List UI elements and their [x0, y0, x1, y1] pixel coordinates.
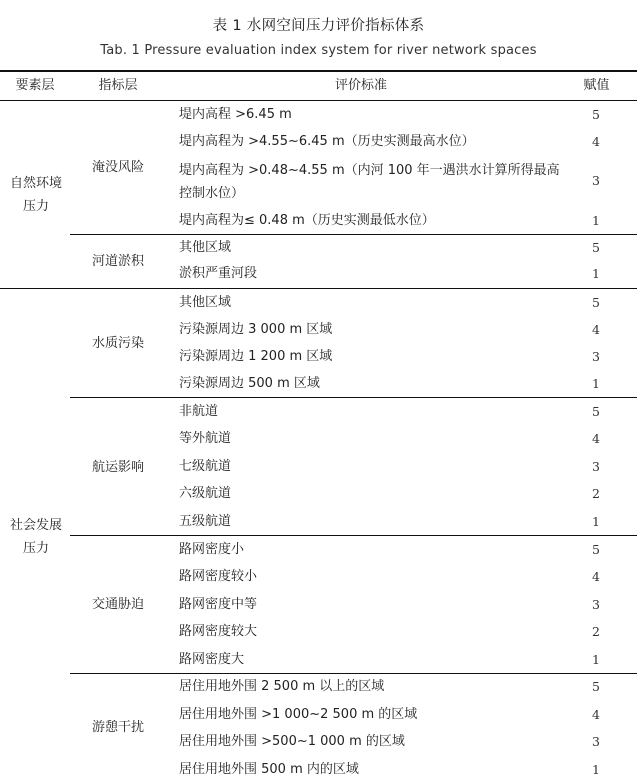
criterion-row: 路网密度较小: [179, 569, 258, 584]
value-cell: 5: [592, 542, 600, 557]
value-cell: 2: [592, 486, 600, 501]
value-cell: 4: [592, 431, 600, 446]
criterion-row: 堤内高程为 >4.55~6.45 m（历史实测最高水位）: [179, 134, 475, 149]
criterion-row: 路网密度中等: [179, 597, 258, 612]
criterion-row: 路网密度较大: [179, 624, 258, 639]
indicator-shipping-impact: 航运影响: [91, 460, 144, 475]
criterion-row: 五级航道: [179, 514, 232, 529]
value-cell: 5: [592, 107, 600, 122]
value-cell: 4: [592, 322, 600, 337]
value-cell: 4: [592, 134, 600, 149]
value-cell: 3: [592, 597, 600, 612]
value-cell: 1: [592, 266, 600, 281]
criterion-row: 路网密度大: [179, 652, 245, 667]
header-value: 赋值: [583, 78, 610, 93]
table-top-rule: [0, 70, 637, 72]
factor-divider: [0, 288, 637, 289]
criterion-row: 其他区域: [179, 240, 232, 255]
header-criteria: 评价标准: [334, 78, 387, 93]
indicator-traffic-stress: 交通胁迫: [91, 597, 144, 612]
criterion-row: 堤内高程为 >0.48~4.55 m（内河 100 年一遇洪水计算所得最高控制水位）: [179, 163, 560, 201]
criterion-row: 淤积严重河段: [179, 266, 258, 281]
criterion-row: 其他区域: [179, 295, 232, 310]
criterion-row: 污染源周边 1 200 m 区域: [179, 349, 333, 364]
criterion-row: 六级航道: [179, 486, 232, 501]
indicator-divider: [70, 673, 637, 674]
criterion-row: 堤内高程 >6.45 m: [179, 107, 292, 122]
criterion-row: 居住用地外围 500 m 内的区域: [179, 762, 359, 777]
header-indicator: 指标层: [98, 78, 138, 93]
indicator-water-pollution: 水质污染: [91, 336, 144, 351]
value-cell: 1: [592, 762, 600, 777]
value-cell: 4: [592, 569, 600, 584]
criterion-row: 居住用地外围 >500~1 000 m 的区域: [179, 734, 405, 749]
header-factor: 要素层: [15, 78, 55, 93]
indicator-recreation-disturbance: 游憩干扰: [91, 720, 144, 735]
value-cell: 3: [592, 349, 600, 364]
table-title-chinese: 表 1 水网空间压力评价指标体系: [212, 18, 425, 34]
indicator-sedimentation: 河道淤积: [91, 254, 144, 269]
header-bottom-rule: [0, 100, 637, 101]
value-cell: 2: [592, 624, 600, 639]
criterion-row: 等外航道: [179, 431, 232, 446]
value-cell: 1: [592, 514, 600, 529]
criterion-row: 七级航道: [179, 459, 232, 474]
criterion-row: 污染源周边 500 m 区域: [179, 376, 320, 391]
criterion-row: 非航道: [179, 404, 219, 419]
value-cell: 1: [592, 213, 600, 228]
indicator-divider: [70, 397, 637, 398]
value-cell: 1: [592, 652, 600, 667]
value-cell: 4: [592, 707, 600, 722]
value-cell: 3: [592, 734, 600, 749]
indicator-flood-risk: 淹没风险: [91, 160, 144, 175]
criterion-row: 居住用地外围 2 500 m 以上的区域: [179, 679, 385, 694]
value-cell: 5: [592, 404, 600, 419]
criterion-row: 路网密度小: [179, 542, 245, 557]
value-cell: 3: [592, 459, 600, 474]
criterion-row: 居住用地外围 >1 000~2 500 m 的区域: [179, 707, 418, 722]
criterion-row: 污染源周边 3 000 m 区域: [179, 322, 333, 337]
table-title-english: Tab. 1 Pressure evaluation index system for river network spaces: [100, 43, 537, 58]
value-cell: 5: [592, 240, 600, 255]
value-cell: 5: [592, 295, 600, 310]
value-cell: 1: [592, 376, 600, 391]
criterion-row: 堤内高程为≤ 0.48 m（历史实测最低水位）: [179, 213, 435, 228]
factor-natural-pressure: 自然环境压力: [9, 176, 62, 214]
indicator-divider: [70, 234, 637, 235]
factor-social-pressure: 社会发展压力: [9, 518, 62, 556]
indicator-divider: [70, 535, 637, 536]
value-cell: 3: [592, 173, 600, 188]
value-cell: 5: [592, 679, 600, 694]
